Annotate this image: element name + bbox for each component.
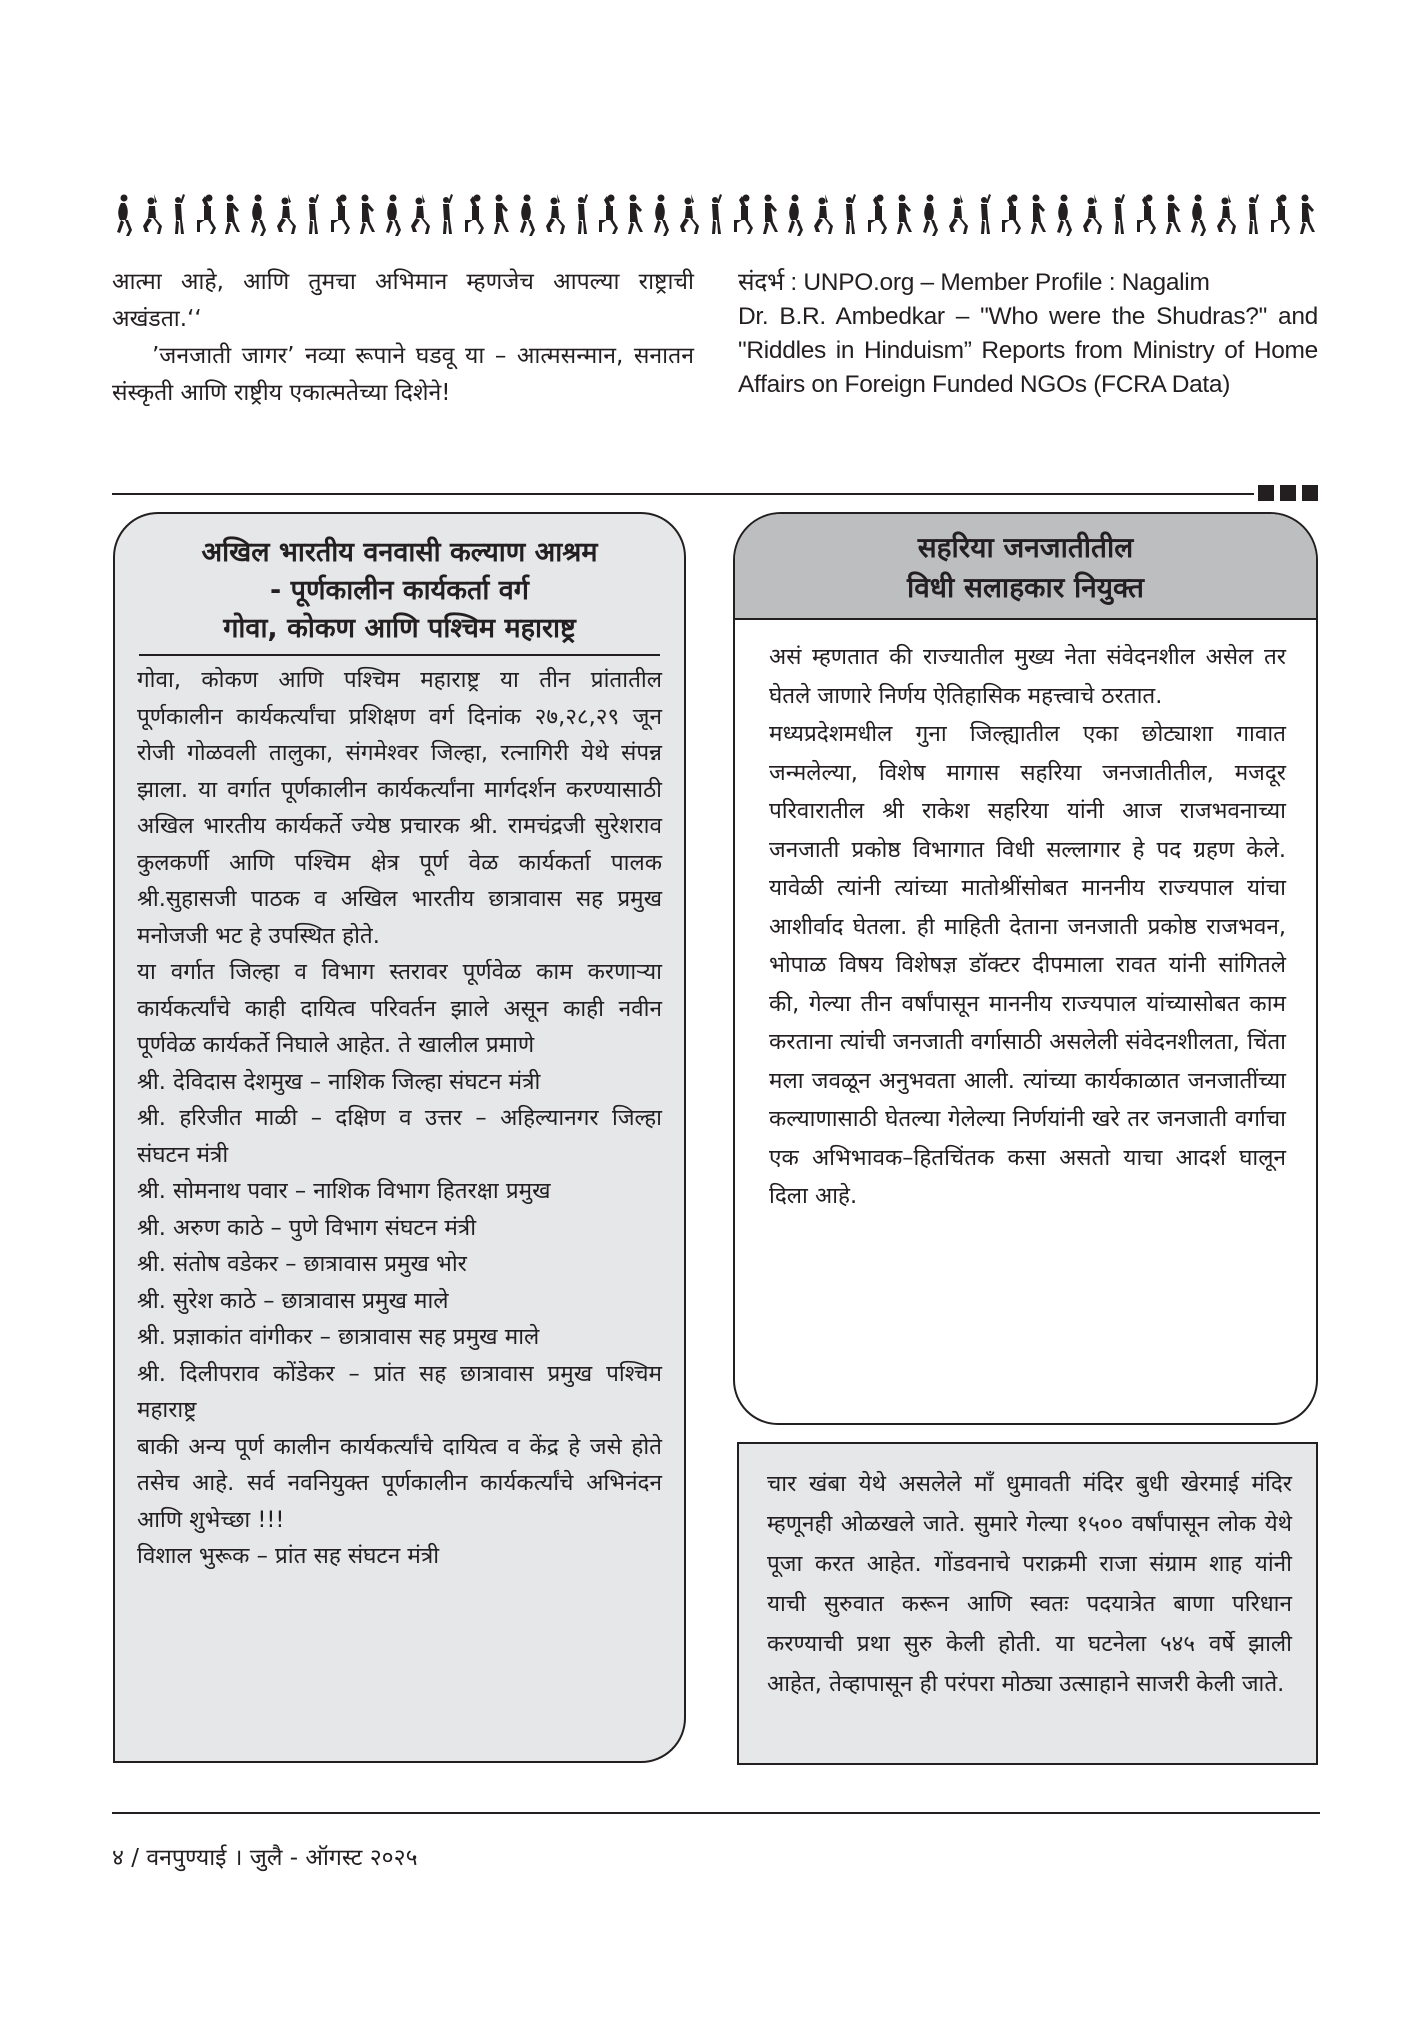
signature: विशाल भुरूक – प्रांत सह संघटन मंत्री xyxy=(137,1543,440,1569)
section-divider xyxy=(112,493,1254,495)
dancing-figure-icon xyxy=(354,192,380,238)
dancing-figure-icon xyxy=(918,192,944,238)
appointment-item: श्री. प्रज्ञाकांत वांगीकर – छात्रावास सह प्रमुख माले xyxy=(137,1324,540,1350)
dancing-figure-icon xyxy=(381,192,407,238)
temple-note-text: चार खंबा येथे असलेले माँ धुमावती मंदिर बुधी खेरमाई मंदिर म्हणूनही ओळखले जाते. सुमारे गेल्या १५०० वर्षांपासून लोक येथे पूजा करत आहेत. गोंडवनाचे पराक्रमी राजा संग्राम शाह यांनी याची सुरुवात करून आणि स्वतः पदयात्रेत बाणा परिधान करण्याची प्रथा सुरु केली होती. या घटनेला ५४५ वर्षे झाली आहेत, तेव्हापासून ही परंपरा मोठ्या उत्साहाने साजरी केली जाते. xyxy=(767,1471,1292,1697)
dancing-figure-icon xyxy=(676,192,702,238)
dancing-figure-icon xyxy=(112,192,138,238)
temple-note xyxy=(737,1442,1318,1765)
continuation-paragraph-1: आत्मा आहे, आणि तुमचा अभिमान म्हणजेच आपल्या राष्ट्राची अखंडता.‘‘ xyxy=(112,269,694,332)
title-line-2: - पूर्णकालीन कार्यकर्ता वर्ग xyxy=(270,575,529,606)
appointment-item: श्री. संतोष वडेकर – छात्रावास प्रमुख भोर xyxy=(137,1251,467,1277)
dancing-figure-icon xyxy=(622,192,648,238)
reference-line-2: Dr. B.R. Ambedkar – "Who were the Shudras?" and "Riddles in Hinduism” Reports from Ministry of Home Affairs on Foreign Funded NGOs (FCRA Data) xyxy=(738,303,1318,398)
training-camp-body xyxy=(115,656,684,1575)
dancing-figure-icon xyxy=(515,192,541,238)
appointment-item: श्री. सुरेश काठे – छात्रावास प्रमुख माले xyxy=(137,1287,449,1314)
dancing-figure-icon xyxy=(219,192,245,238)
dancing-figure-icon xyxy=(166,192,192,238)
dancing-figure-icon xyxy=(757,192,783,238)
dancing-figure-icon xyxy=(1186,192,1212,238)
dancing-figure-icon xyxy=(945,192,971,238)
dancing-figure-icon xyxy=(595,192,621,238)
dancing-figure-icon xyxy=(998,192,1024,238)
dancing-figure-icon xyxy=(649,192,675,238)
dancing-figure-icon xyxy=(407,192,433,238)
dancing-figure-icon xyxy=(1079,192,1105,238)
dancing-figure-icon xyxy=(1025,192,1051,238)
paragraph-1: असं म्हणतात की राज्यातील मुख्य नेता संवेदनशील असेल तर घेतले जाणारे निर्णय ऐतिहासिक महत्त्वाचे ठरतात. xyxy=(769,644,1286,709)
paragraph-2: या वर्गात जिल्हा व विभाग स्तरावर पूर्णवेळ काम करणाऱ्या कार्यकर्त्यांचे काही दायित्व परिवर्तन झाले असून काही नवीन पूर्णवेळ कार्यकर्ते निघाले आहेत. ते खालील प्रमाणे xyxy=(137,959,662,1058)
training-camp-article xyxy=(113,512,686,1763)
legal-advisor-article xyxy=(733,512,1318,1425)
appointment-item: श्री. हरिजीत माळी – दक्षिण व उत्तर – अहिल्यानगर जिल्हा संघटन मंत्री xyxy=(137,1105,662,1168)
article-continuation xyxy=(112,264,694,412)
paragraph-3: बाकी अन्य पूर्ण कालीन कार्यकर्त्यांचे दायित्व व केंद्र हे जसे होते तसेच आहे. सर्व नवनियुक्त पूर्णकालीन कार्यकर्त्यांचे अभिनंदन आणि शुभेच्छा !!! xyxy=(137,1433,662,1533)
dancing-figure-icon xyxy=(1160,192,1186,238)
appointment-item: श्री. सोमनाथ पवार – नाशिक विभाग हितरक्षा प्रमुख xyxy=(137,1178,551,1204)
footer-divider xyxy=(112,1812,1320,1814)
dancing-figure-icon xyxy=(972,192,998,238)
title-line-3: गोवा, कोकण आणि पश्चिम महाराष्ट्र xyxy=(223,613,576,644)
dancing-figures-border xyxy=(112,188,1320,238)
title-line-2: विधी सलाहकार नियुक्त xyxy=(906,571,1145,604)
dancing-figure-icon xyxy=(1240,192,1266,238)
paragraph-1: गोवा, कोकण आणि पश्चिम महाराष्ट्र या तीन प्रांतातील पूर्णकालीन कार्यकर्त्यांचा प्रशिक्षण वर्ग दिनांक २७,२८,२९ जून रोजी गोळवली तालुका, संगमेश्वर जिल्हा, रत्नागिरी येथे संपन्न झाला. या वर्गात पूर्णकालीन कार्यकर्त्यांना मार्गदर्शन करण्यासाठी अखिल भारतीय कार्यकर्ते ज्येष्ठ प्रचारक श्री. रामचंद्रजी सुरेशराव कुलकर्णी आणि पश्चिम क्षेत्र पूर्ण वेळ कार्यकर्ता पालक श्री.सुहासजी पाठक व अखिल भारतीय छात्रावास सह प्रमुख मनोजजी भट हे उपस्थित होते. xyxy=(137,667,662,949)
title-line-1: अखिल भारतीय वनवासी कल्याण आश्रम xyxy=(201,537,598,568)
dancing-figure-icon xyxy=(461,192,487,238)
appointment-item: श्री. देविदास देशमुख – नाशिक जिल्हा संघटन मंत्री xyxy=(137,1068,541,1095)
legal-advisor-body xyxy=(735,620,1316,1216)
dancing-figure-icon xyxy=(273,192,299,238)
page-footer: ४ / वनपुण्याई । जुलै - ऑगस्ट २०२५ xyxy=(112,1845,418,1871)
appointment-item: श्री. दिलीपराव कोंडेकर – प्रांत सह छात्रावास प्रमुख पश्चिम महाराष्ट्र xyxy=(137,1360,662,1423)
dancing-figure-icon xyxy=(193,192,219,238)
dancing-figure-icon xyxy=(1052,192,1078,238)
references-block xyxy=(738,266,1318,402)
dancing-figure-icon xyxy=(1267,192,1293,238)
dancing-figure-icon xyxy=(327,192,353,238)
dancing-figure-icon xyxy=(1294,192,1320,238)
dancing-figure-icon xyxy=(542,192,568,238)
dancing-figure-icon xyxy=(864,192,890,238)
dancing-figure-icon xyxy=(891,192,917,238)
legal-advisor-title xyxy=(735,514,1316,620)
divider-squares-icon xyxy=(1258,485,1318,501)
reference-line-1: संदर्भ : UNPO.org – Member Profile : Nagalim xyxy=(738,269,1210,296)
dancing-figure-icon xyxy=(434,192,460,238)
dancing-figure-icon xyxy=(488,192,514,238)
paragraph-2: मध्यप्रदेशमधील गुना जिल्ह्यातील एका छोट्याशा गावात जन्मलेल्या, विशेष मागास सहरिया जनजातीतील, मजदूर परिवारातील श्री राकेश सहरिया यांनी आज राजभवनाच्या जनजाती प्रकोष्ठ विभागात विधी सल्लागार हे पद ग्रहण केले. यावेळी त्यांनी त्यांच्या मातोश्रींसोबत माननीय राज्यपाल यांचा आशीर्वाद घेतला. ही माहिती देताना जनजाती प्रकोष्ठ राजभवन, भोपाळ विषय विशेषज्ञ डॉक्टर दीपमाला रावत यांनी सांगितले की, गेल्या तीन वर्षांपासून माननीय राज्यपाल यांच्यासोबत काम करताना त्यांची जनजाती वर्गासाठी असलेली संवेदनशीलता, चिंता मला जवळून अनुभवता आली. त्यांच्या कार्यकाळात जनजातींच्या कल्याणासाठी घेतल्या गेलेल्या निर्णयांनी खरे तर जनजाती वर्गाचा एक अभिभावक–हितचिंतक कसा असतो याचा आदर्श घालून दिला आहे. xyxy=(769,721,1286,1209)
training-camp-title xyxy=(139,514,660,656)
dancing-figure-icon xyxy=(569,192,595,238)
dancing-figure-icon xyxy=(810,192,836,238)
dancing-figure-icon xyxy=(730,192,756,238)
dancing-figure-icon xyxy=(783,192,809,238)
title-line-1: सहरिया जनजातीतील xyxy=(917,531,1134,564)
dancing-figure-icon xyxy=(1213,192,1239,238)
appointments-list xyxy=(137,1064,662,1429)
dancing-figure-icon xyxy=(300,192,326,238)
dancing-figure-icon xyxy=(837,192,863,238)
dancing-figure-icon xyxy=(1133,192,1159,238)
dancing-figure-icon xyxy=(1106,192,1132,238)
dancing-figure-icon xyxy=(246,192,272,238)
dancing-figure-icon xyxy=(139,192,165,238)
continuation-paragraph-2: ’जनजाती जागर’ नव्या रूपाने घडवू या – आत्मसन्मान, सनातन संस्कृती आणि राष्ट्रीय एकात्मतेच्या दिशेने! xyxy=(112,343,694,406)
appointment-item: श्री. अरुण काठे – पुणे विभाग संघटन मंत्री xyxy=(137,1214,477,1241)
dancing-figure-icon xyxy=(703,192,729,238)
